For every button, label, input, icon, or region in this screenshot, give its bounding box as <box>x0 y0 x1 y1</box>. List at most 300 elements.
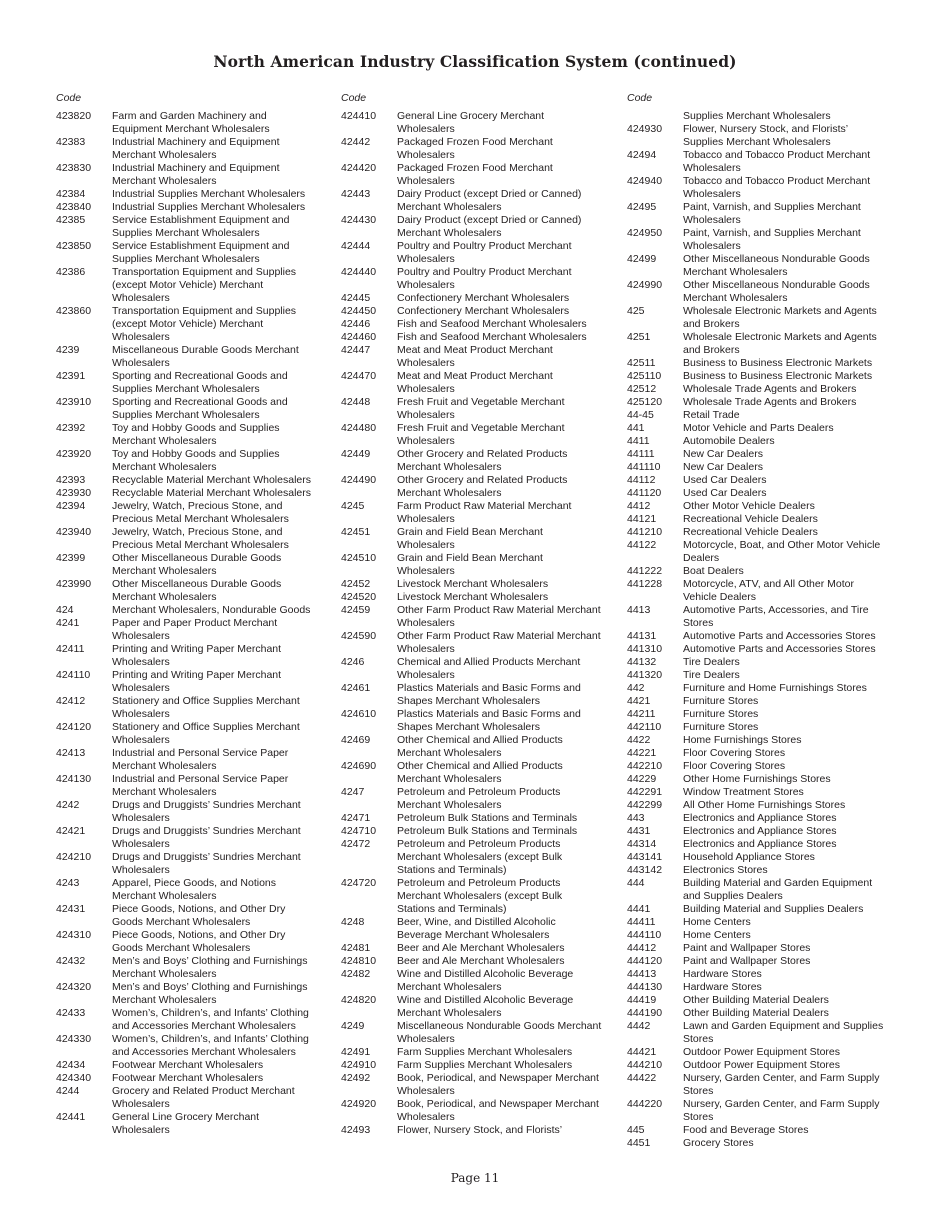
naics-entry <box>341 591 623 604</box>
naics-entry <box>341 1124 623 1137</box>
naics-code: 42391 <box>56 370 86 382</box>
naics-entry <box>627 110 909 123</box>
naics-description <box>397 474 623 500</box>
description-line: Other Miscellaneous Nondurable Goods <box>683 279 870 291</box>
description-line: New Car Dealers <box>683 448 763 460</box>
naics-code: 441228 <box>627 578 663 590</box>
description-line: Poultry and Poultry Product Merchant <box>397 240 572 252</box>
naics-entry <box>627 695 909 708</box>
naics-entry <box>341 1020 623 1046</box>
description-line: Electronics and Appliance Stores <box>683 812 837 824</box>
description-line: Service Establishment Equipment and <box>112 240 290 252</box>
code-column-header: Code <box>56 92 82 104</box>
description-line: Stations and Terminals) <box>397 864 507 876</box>
naics-description <box>683 877 909 903</box>
description-line: Jewelry, Watch, Precious Stone, and <box>112 526 283 538</box>
description-line: Men’s and Boys’ Clothing and Furnishings <box>112 955 308 967</box>
naics-description <box>683 825 909 838</box>
naics-description <box>397 1046 623 1059</box>
naics-description <box>112 266 338 305</box>
naics-entry <box>56 1059 338 1072</box>
description-line: Book, Periodical, and Newspaper Merchant <box>397 1098 599 1110</box>
description-line: (except Motor Vehicle) Merchant <box>112 279 264 291</box>
naics-code: 44112 <box>627 474 656 486</box>
naics-description <box>683 864 909 877</box>
naics-code: 42432 <box>56 955 86 967</box>
naics-code: 42471 <box>341 812 371 824</box>
description-line: Confectionery Merchant Wholesalers <box>397 305 570 317</box>
naics-entry <box>627 357 909 370</box>
naics-entry <box>56 370 338 396</box>
naics-description <box>112 1007 338 1033</box>
naics-code: 441120 <box>627 487 662 499</box>
naics-description <box>112 500 338 526</box>
naics-code: 4249 <box>341 1020 365 1032</box>
naics-code: 445 <box>627 1124 645 1136</box>
naics-description <box>683 383 909 396</box>
naics-code: 44132 <box>627 656 657 668</box>
naics-description <box>397 240 623 266</box>
entry-list <box>341 110 623 1137</box>
naics-code: 42472 <box>341 838 371 850</box>
naics-description <box>112 747 338 773</box>
description-line: Wholesale Trade Agents and Brokers <box>683 396 857 408</box>
description-line: Women’s, Children’s, and Infants’ Clothing <box>112 1033 309 1045</box>
naics-description <box>683 110 909 123</box>
naics-description <box>397 526 623 552</box>
description-line: Petroleum Bulk Stations and Terminals <box>397 825 578 837</box>
naics-code: 42493 <box>341 1124 371 1136</box>
description-line: Transportation Equipment and Supplies <box>112 305 297 317</box>
naics-description <box>397 734 623 760</box>
naics-entry <box>341 162 623 188</box>
naics-description <box>683 630 909 643</box>
naics-description <box>683 773 909 786</box>
description-line: Building Material and Garden Equipment <box>683 877 873 889</box>
naics-entry <box>627 877 909 903</box>
naics-entry <box>56 396 338 422</box>
naics-description <box>112 162 338 188</box>
description-line: Grain and Field Bean Merchant <box>397 526 543 538</box>
description-line: Other Farm Product Raw Material Merchant <box>397 630 601 642</box>
naics-description <box>397 1072 623 1098</box>
naics-code: 424490 <box>341 474 377 486</box>
naics-entry <box>341 396 623 422</box>
naics-entry <box>56 188 338 201</box>
naics-code: 442299 <box>627 799 663 811</box>
naics-code: 42431 <box>56 903 86 915</box>
naics-code: 425120 <box>627 396 663 408</box>
description-line: Merchant Wholesalers <box>683 292 788 304</box>
naics-code: 4247 <box>341 786 365 798</box>
naics-entry <box>341 812 623 825</box>
description-line: Other Grocery and Related Products <box>397 448 568 460</box>
naics-description <box>683 721 909 734</box>
naics-entry <box>56 344 338 370</box>
description-line: Other Chemical and Allied Products <box>397 734 563 746</box>
naics-code: 4245 <box>341 500 365 512</box>
naics-code: 42392 <box>56 422 86 434</box>
description-line: Supplies Merchant Wholesalers <box>683 110 831 122</box>
naics-description <box>112 448 338 474</box>
description-line: Industrial Supplies Merchant Wholesalers <box>112 188 306 200</box>
description-line: Other Motor Vehicle Dealers <box>683 500 815 512</box>
naics-entry <box>341 604 623 630</box>
description-line: Home Centers <box>683 929 751 941</box>
naics-code: 424460 <box>341 331 377 343</box>
naics-entry <box>341 1046 623 1059</box>
naics-description <box>683 253 909 279</box>
naics-entry <box>627 643 909 656</box>
naics-code: 44413 <box>627 968 657 980</box>
description-line: Stations and Terminals) <box>397 903 507 915</box>
naics-code: 4431 <box>627 825 651 837</box>
naics-entry <box>341 916 623 942</box>
description-line: Wholesalers <box>397 175 455 187</box>
description-line: Petroleum and Petroleum Products <box>397 786 561 798</box>
naics-description <box>112 825 338 851</box>
naics-entry <box>627 708 909 721</box>
naics-description <box>112 1085 338 1111</box>
description-line: Wine and Distilled Alcoholic Beverage <box>397 994 574 1006</box>
naics-description <box>683 526 909 539</box>
naics-code: 44211 <box>627 708 656 720</box>
naics-description <box>397 630 623 656</box>
naics-entry <box>341 344 623 370</box>
naics-code: 42448 <box>341 396 371 408</box>
naics-entry <box>341 994 623 1020</box>
naics-entry <box>341 1059 623 1072</box>
naics-entry <box>627 838 909 851</box>
naics-entry <box>627 383 909 396</box>
description-line: Petroleum and Petroleum Products <box>397 838 561 850</box>
description-line: Used Car Dealers <box>683 487 767 499</box>
naics-description <box>683 279 909 305</box>
naics-description <box>112 240 338 266</box>
description-line: Women’s, Children’s, and Infants’ Clothing <box>112 1007 309 1019</box>
naics-entry <box>341 656 623 682</box>
description-line: Automobile Dealers <box>683 435 775 447</box>
naics-description <box>683 513 909 526</box>
naics-code: 423840 <box>56 201 92 213</box>
naics-description <box>683 734 909 747</box>
entry-list <box>56 110 338 1137</box>
naics-code: 423990 <box>56 578 92 590</box>
naics-code: 42383 <box>56 136 86 148</box>
naics-code: 424950 <box>627 227 663 239</box>
naics-code: 423830 <box>56 162 92 174</box>
naics-entry <box>627 1007 909 1020</box>
description-line: Electronics and Appliance Stores <box>683 825 837 837</box>
naics-code: 44111 <box>627 448 655 460</box>
description-line: Hardware Stores <box>683 968 762 980</box>
naics-description <box>397 916 623 942</box>
naics-description <box>397 812 623 825</box>
description-line: Wholesalers <box>397 123 455 135</box>
naics-description <box>397 994 623 1020</box>
naics-entry <box>627 669 909 682</box>
naics-description <box>397 682 623 708</box>
naics-entry <box>627 955 909 968</box>
naics-code: 424810 <box>341 955 377 967</box>
naics-code: 42413 <box>56 747 86 759</box>
description-line: Fresh Fruit and Vegetable Merchant <box>397 396 565 408</box>
naics-entry <box>627 487 909 500</box>
naics-code: 425 <box>627 305 645 317</box>
naics-description <box>112 396 338 422</box>
naics-description <box>397 448 623 474</box>
naics-code: 44411 <box>627 916 656 928</box>
naics-entry <box>56 695 338 721</box>
description-line: Motor Vehicle and Parts Dealers <box>683 422 834 434</box>
naics-code: 424910 <box>341 1059 377 1071</box>
naics-code: 425110 <box>627 370 662 382</box>
naics-entry <box>56 500 338 526</box>
naics-description <box>683 1046 909 1059</box>
description-line: Wholesalers <box>112 357 170 369</box>
description-line: Motorcycle, Boat, and Other Motor Vehicle <box>683 539 881 551</box>
naics-entry <box>627 1137 909 1150</box>
naics-entry <box>56 643 338 669</box>
description-line: and Brokers <box>683 344 740 356</box>
naics-entry <box>627 656 909 669</box>
naics-entry <box>627 539 909 565</box>
naics-code: 42452 <box>341 578 371 590</box>
naics-description <box>683 708 909 721</box>
description-line: Jewelry, Watch, Precious Stone, and <box>112 500 283 512</box>
naics-code: 4241 <box>56 617 80 629</box>
description-line: Merchant Wholesalers <box>112 565 217 577</box>
description-line: Precious Metal Merchant Wholesalers <box>112 513 289 525</box>
naics-entry <box>341 877 623 916</box>
naics-entry <box>56 240 338 266</box>
description-line: Wholesalers <box>112 838 170 850</box>
description-line: Beer, Wine, and Distilled Alcoholic <box>397 916 556 928</box>
naics-code: 44421 <box>627 1046 657 1058</box>
entry-list <box>627 110 909 1150</box>
naics-description <box>683 1072 909 1098</box>
naics-code: 423940 <box>56 526 92 538</box>
naics-entry <box>341 240 623 266</box>
description-line: Other Grocery and Related Products <box>397 474 568 486</box>
description-line: Wholesalers <box>112 812 170 824</box>
naics-code: 42459 <box>341 604 371 616</box>
description-line: Goods Merchant Wholesalers <box>112 916 251 928</box>
naics-code: 424710 <box>341 825 377 837</box>
naics-entry <box>341 786 623 812</box>
description-line: Merchant Wholesalers <box>397 799 502 811</box>
description-line: Footwear Merchant Wholesalers <box>112 1059 264 1071</box>
naics-entry <box>627 851 909 864</box>
naics-code: 4413 <box>627 604 651 616</box>
description-line: Sporting and Recreational Goods and <box>112 370 288 382</box>
naics-code: 444220 <box>627 1098 663 1110</box>
description-line: Merchant Wholesalers <box>397 461 502 473</box>
naics-description <box>683 578 909 604</box>
naics-code: 4422 <box>627 734 651 746</box>
description-line: Beer and Ale Merchant Wholesalers <box>397 955 565 967</box>
naics-entry <box>627 682 909 695</box>
naics-description <box>112 526 338 552</box>
description-line: Wholesalers <box>112 734 170 746</box>
naics-entry <box>627 227 909 253</box>
naics-description <box>397 1098 623 1124</box>
naics-code: 42446 <box>341 318 371 330</box>
naics-entry <box>341 552 623 578</box>
description-line: Farm Supplies Merchant Wholesalers <box>397 1059 573 1071</box>
naics-entry <box>56 773 338 799</box>
description-line: Farm and Garden Machinery and <box>112 110 267 122</box>
naics-description <box>683 539 909 565</box>
description-line: Supplies Merchant Wholesalers <box>112 253 260 265</box>
description-line: Other Miscellaneous Nondurable Goods <box>683 253 870 265</box>
description-line: Wholesalers <box>397 1111 455 1123</box>
naics-code: 424320 <box>56 981 92 993</box>
naics-entry <box>341 968 623 994</box>
naics-entry <box>341 318 623 331</box>
naics-entry <box>627 175 909 201</box>
naics-code: 42412 <box>56 695 86 707</box>
description-line: Wholesalers <box>397 617 455 629</box>
naics-entry <box>627 435 909 448</box>
naics-entry <box>627 1046 909 1059</box>
description-line: Farm Supplies Merchant Wholesalers <box>397 1046 573 1058</box>
naics-code: 44412 <box>627 942 657 954</box>
naics-entry <box>341 578 623 591</box>
description-line: Dealers <box>683 552 720 564</box>
naics-entry <box>627 279 909 305</box>
description-line: Automotive Parts, Accessories, and Tire <box>683 604 869 616</box>
naics-code: 42445 <box>341 292 371 304</box>
naics-description <box>683 838 909 851</box>
description-line: Floor Covering Stores <box>683 747 786 759</box>
naics-entry <box>341 682 623 708</box>
naics-entry <box>56 903 338 929</box>
description-line: Vehicle Dealers <box>683 591 756 603</box>
description-line: Merchant Wholesalers, Nondurable Goods <box>112 604 311 616</box>
naics-code: 423860 <box>56 305 92 317</box>
naics-code: 424930 <box>627 123 663 135</box>
naics-description <box>397 604 623 630</box>
description-line: Farm Product Raw Material Merchant <box>397 500 572 512</box>
description-line: Sporting and Recreational Goods and <box>112 396 288 408</box>
naics-description <box>112 955 338 981</box>
naics-code: 424450 <box>341 305 377 317</box>
naics-description <box>112 929 338 955</box>
naics-description <box>683 487 909 500</box>
description-line: Merchant Wholesalers <box>683 266 788 278</box>
naics-description <box>397 968 623 994</box>
naics-code: 423850 <box>56 240 92 252</box>
naics-description <box>397 838 623 877</box>
naics-entry <box>56 578 338 604</box>
naics-code: 441222 <box>627 565 663 577</box>
naics-entry <box>627 331 909 357</box>
naics-code: 424330 <box>56 1033 92 1045</box>
description-line: Merchant Wholesalers <box>112 435 217 447</box>
naics-entry <box>627 526 909 539</box>
naics-code: 42491 <box>341 1046 371 1058</box>
naics-code: 42512 <box>627 383 657 395</box>
naics-code: 424990 <box>627 279 663 291</box>
description-line: Merchant Wholesalers <box>397 487 502 499</box>
description-line: Industrial Machinery and Equipment <box>112 136 280 148</box>
naics-description <box>397 825 623 838</box>
naics-description <box>683 331 909 357</box>
description-line: Merchant Wholesalers <box>112 149 217 161</box>
naics-code: 423910 <box>56 396 92 408</box>
description-line: Flower, Nursery Stock, and Florists’ <box>683 123 849 135</box>
naics-code: 443141 <box>627 851 663 863</box>
naics-code: 424430 <box>341 214 377 226</box>
description-line: Paper and Paper Product Merchant <box>112 617 278 629</box>
naics-code: 441110 <box>627 461 661 473</box>
naics-entry <box>627 1124 909 1137</box>
naics-description <box>397 552 623 578</box>
naics-description <box>683 1020 909 1046</box>
naics-description <box>112 1111 338 1137</box>
naics-entry <box>627 604 909 630</box>
description-line: Other Miscellaneous Durable Goods <box>112 552 282 564</box>
naics-code: 424470 <box>341 370 377 382</box>
description-line: Livestock Merchant Wholesalers <box>397 578 549 590</box>
naics-description <box>683 1059 909 1072</box>
description-line: Stores <box>683 1033 714 1045</box>
code-column-3 <box>627 92 909 1150</box>
description-line: Lawn and Garden Equipment and Supplies <box>683 1020 884 1032</box>
naics-description <box>397 955 623 968</box>
description-line: Wholesalers <box>397 149 455 161</box>
naics-description <box>683 955 909 968</box>
naics-description <box>683 149 909 175</box>
naics-description <box>683 305 909 331</box>
description-line: Merchant Wholesalers <box>112 760 217 772</box>
naics-description <box>112 370 338 396</box>
naics-entry <box>56 474 338 487</box>
naics-entry <box>627 994 909 1007</box>
naics-description <box>683 682 909 695</box>
naics-entry <box>341 630 623 656</box>
naics-entry <box>627 864 909 877</box>
description-line: Electronics Stores <box>683 864 768 876</box>
naics-code: 444130 <box>627 981 663 993</box>
naics-description <box>683 201 909 227</box>
description-line: Furniture Stores <box>683 708 759 720</box>
description-line: Fish and Seafood Merchant Wholesalers <box>397 318 587 330</box>
naics-code: 424720 <box>341 877 377 889</box>
naics-entry <box>627 422 909 435</box>
naics-entry <box>56 747 338 773</box>
naics-code: 42442 <box>341 136 371 148</box>
naics-description <box>683 357 909 370</box>
description-line: Wholesale Trade Agents and Brokers <box>683 383 857 395</box>
description-line: Precious Metal Merchant Wholesalers <box>112 539 289 551</box>
description-line: Wholesalers <box>397 669 455 681</box>
naics-entry <box>627 253 909 279</box>
description-line: Plastics Materials and Basic Forms and <box>397 708 581 720</box>
naics-code: 424590 <box>341 630 377 642</box>
naics-code: 424920 <box>341 1098 377 1110</box>
naics-entry <box>56 201 338 214</box>
naics-entry <box>341 448 623 474</box>
naics-description <box>112 773 338 799</box>
description-line: Piece Goods, Notions, and Other Dry <box>112 929 286 941</box>
naics-entry <box>627 812 909 825</box>
naics-description <box>112 136 338 162</box>
description-line: Tire Dealers <box>683 669 740 681</box>
naics-description <box>112 604 338 617</box>
description-line: Industrial Machinery and Equipment <box>112 162 280 174</box>
